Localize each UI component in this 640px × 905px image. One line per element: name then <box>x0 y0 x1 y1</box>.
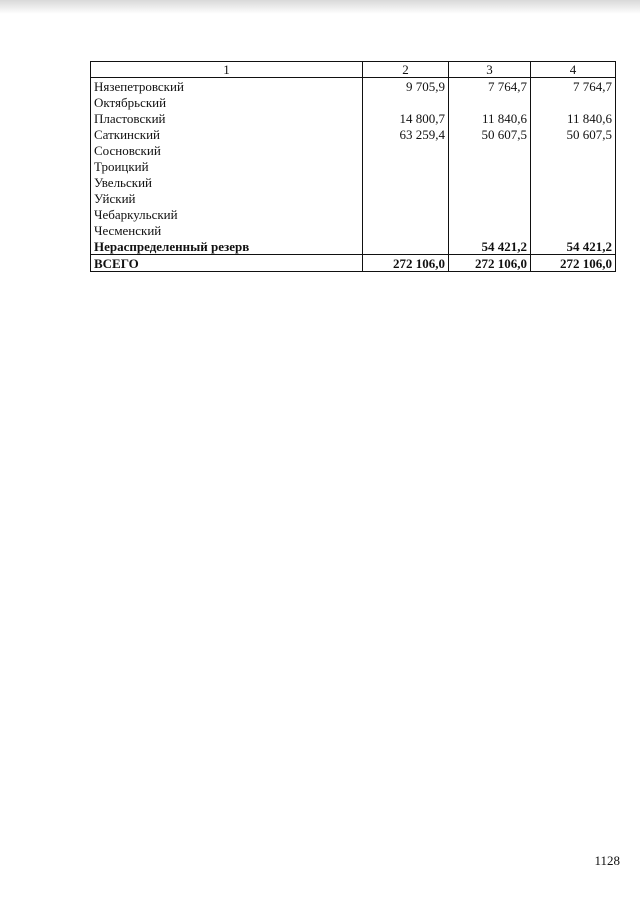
value-col-3 <box>449 222 531 238</box>
reserve-label: Нераспределенный резерв <box>91 238 363 255</box>
table-row <box>91 222 616 238</box>
value-col-2 <box>363 190 449 206</box>
table-row <box>91 190 616 206</box>
total-col-3: 272 106,0 <box>449 255 531 272</box>
district-name: Чесменский <box>91 222 363 238</box>
district-name: Троицкий <box>91 158 363 174</box>
district-name: Октябрьский <box>91 94 363 110</box>
value-col-3 <box>449 142 531 158</box>
table-row <box>91 206 616 222</box>
table-row <box>91 94 616 110</box>
value-col-4 <box>531 142 616 158</box>
value-col-2 <box>363 174 449 190</box>
value-col-3: 7 764,7 <box>449 78 531 95</box>
table-row <box>91 126 616 142</box>
value-col-4 <box>531 206 616 222</box>
total-col-2: 272 106,0 <box>363 255 449 272</box>
district-name: Чебаркульский <box>91 206 363 222</box>
column-header-2: 2 <box>363 62 449 78</box>
value-col-2: 14 800,7 <box>363 110 449 126</box>
table-row <box>91 142 616 158</box>
value-col-2 <box>363 142 449 158</box>
value-col-3: 50 607,5 <box>449 126 531 142</box>
column-header-4: 4 <box>531 62 616 78</box>
value-col-3 <box>449 158 531 174</box>
total-row <box>91 255 616 272</box>
table-row <box>91 174 616 190</box>
total-col-4: 272 106,0 <box>531 255 616 272</box>
value-col-4 <box>531 94 616 110</box>
scan-top-edge <box>0 0 640 14</box>
value-col-4 <box>531 158 616 174</box>
table-header-row <box>91 62 616 78</box>
value-col-3: 11 840,6 <box>449 110 531 126</box>
budget-table <box>90 61 616 272</box>
table-row <box>91 158 616 174</box>
total-label: ВСЕГО <box>91 255 363 272</box>
table-row <box>91 78 616 95</box>
table-body <box>91 62 616 272</box>
district-name: Нязепетровский <box>91 78 363 95</box>
value-col-2 <box>363 158 449 174</box>
reserve-row <box>91 238 616 255</box>
value-col-2: 9 705,9 <box>363 78 449 95</box>
value-col-4 <box>531 222 616 238</box>
district-name: Пластовский <box>91 110 363 126</box>
reserve-col-4: 54 421,2 <box>531 238 616 255</box>
value-col-3 <box>449 206 531 222</box>
value-col-2 <box>363 94 449 110</box>
value-col-4 <box>531 190 616 206</box>
page-number: 1128 <box>594 853 620 868</box>
value-col-3 <box>449 174 531 190</box>
column-header-1: 1 <box>91 62 363 78</box>
reserve-col-2 <box>363 238 449 255</box>
reserve-col-3: 54 421,2 <box>449 238 531 255</box>
value-col-4: 7 764,7 <box>531 78 616 95</box>
district-name: Саткинский <box>91 126 363 142</box>
value-col-4 <box>531 174 616 190</box>
district-name: Увельский <box>91 174 363 190</box>
value-col-2 <box>363 222 449 238</box>
table-row <box>91 110 616 126</box>
value-col-2 <box>363 206 449 222</box>
column-header-3: 3 <box>449 62 531 78</box>
value-col-3 <box>449 94 531 110</box>
district-name: Уйский <box>91 190 363 206</box>
value-col-4: 50 607,5 <box>531 126 616 142</box>
district-name: Сосновский <box>91 142 363 158</box>
value-col-4: 11 840,6 <box>531 110 616 126</box>
value-col-3 <box>449 190 531 206</box>
value-col-2: 63 259,4 <box>363 126 449 142</box>
